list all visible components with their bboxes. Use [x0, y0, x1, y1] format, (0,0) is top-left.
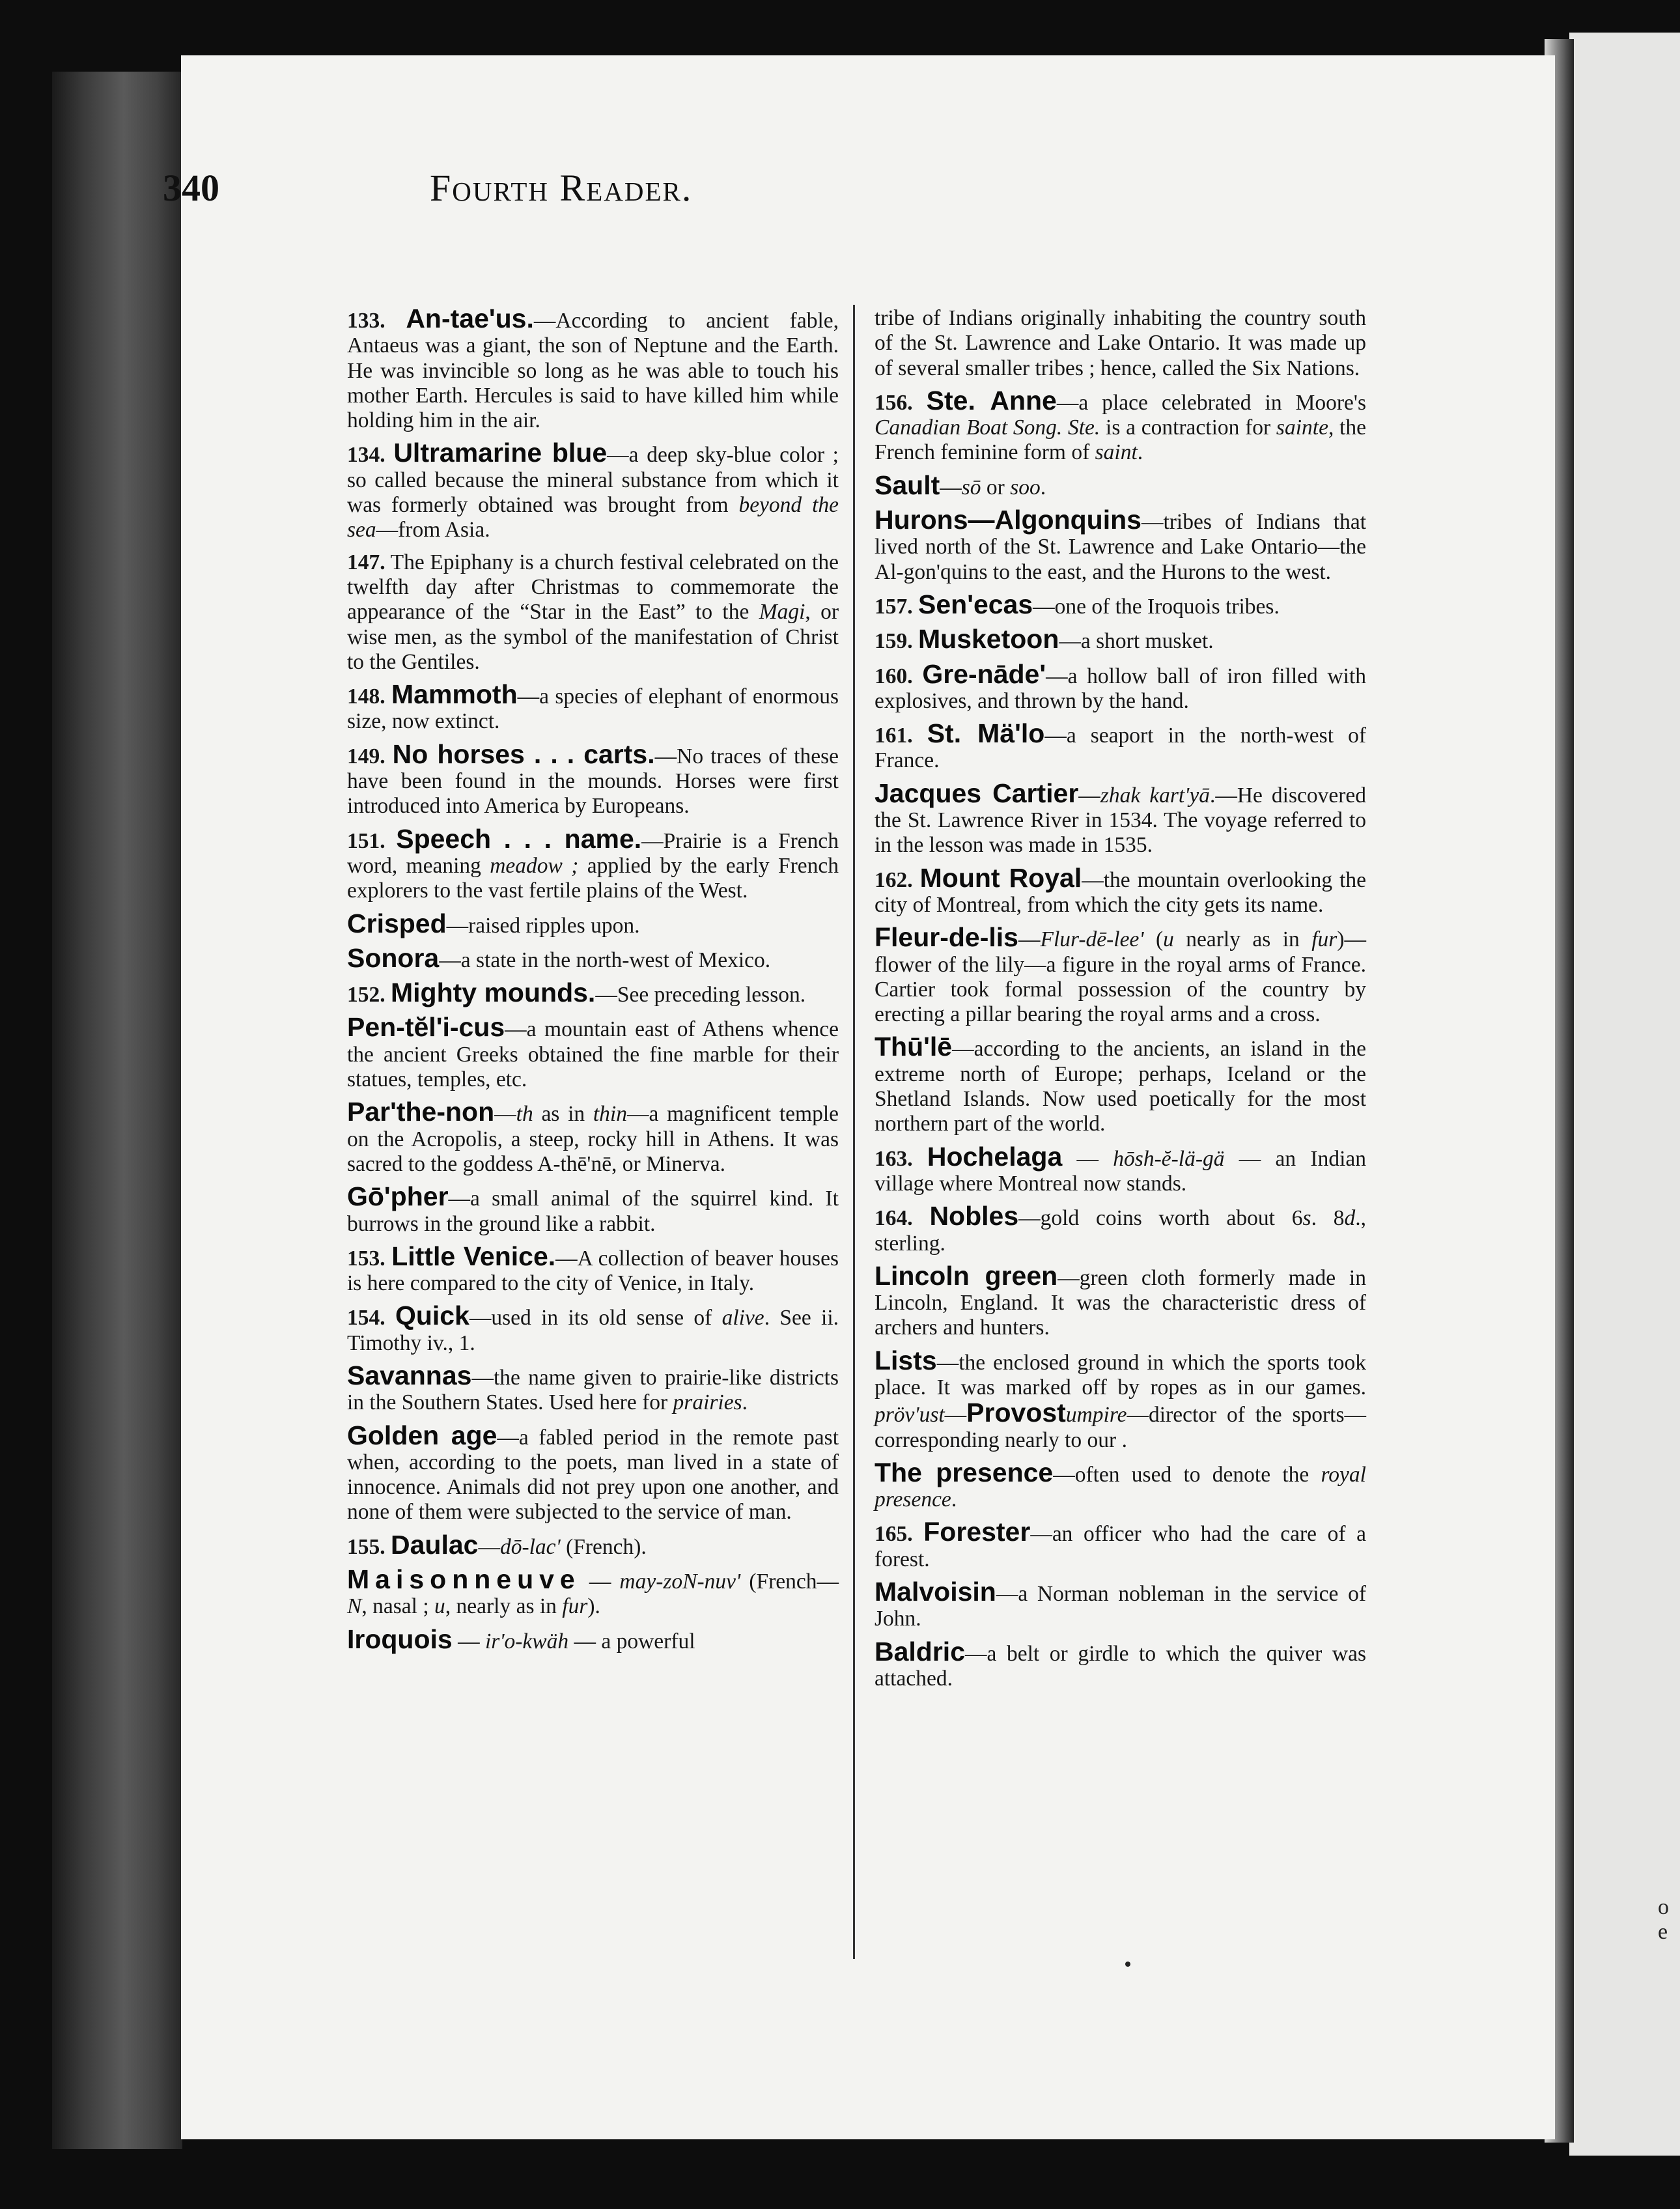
entry-headword: Golden age	[347, 1420, 497, 1450]
entry-italic: th	[516, 1102, 533, 1127]
entry-italic: N	[347, 1594, 362, 1619]
entry-number: 165.	[875, 1522, 913, 1547]
glossary-entry	[347, 739, 839, 819]
glossary-entry	[347, 823, 839, 904]
entry-text: — a powerful	[568, 1629, 695, 1653]
entry-text: . 8	[1311, 1206, 1345, 1231]
entry-text: —According to ancient fable, Antaeus was a giant, the son of Neptune and the Earth. He was invincible so long as he was able to touch his mother Earth. Hercules is said to have killed him while holding him in the air.	[347, 309, 839, 433]
entry-headword: An-tae'us.	[406, 303, 534, 333]
entry-headword: Sonora	[347, 942, 440, 973]
entry-text: —the mountain overlooking the city of Montreal, from which the city gets its name.	[875, 867, 1366, 917]
entry-text: —	[1018, 927, 1041, 952]
entry-text: —	[494, 1102, 516, 1127]
entry-text: —the name given to prairie-like districts in the Southern States. Used here for	[347, 1365, 839, 1415]
entry-headword: Hurons—Algonquins	[875, 505, 1141, 535]
entry-headword: Mighty mounds.	[391, 978, 596, 1008]
entry-text: —a mountain east of Athens whence the ancient Greeks obtained the fine marble for their statues, temples, etc.	[347, 1017, 839, 1092]
entry-text: applied by the early French explorers to the vast fertile plains of the West.	[347, 853, 839, 903]
entry-italic: u	[434, 1594, 445, 1619]
entry-headword: Speech . . . name.	[396, 823, 642, 854]
glossary-entry	[875, 1636, 1366, 1692]
glossary-entry	[347, 1099, 839, 1177]
entry-text: —according to the ancients, an island in the extreme north of Europe; perhaps, Iceland or the Shetland Islands. Now used poetically for the most northern part of the world.	[875, 1037, 1366, 1136]
entry-text: —the enclosed ground in which the sports took place. It was marked off by ropes as in our games.	[875, 1350, 1366, 1400]
entry-italic: sō	[961, 475, 981, 499]
entry-text: —from Asia.	[376, 518, 490, 542]
entry-headword: Sen'ecas	[918, 589, 1033, 619]
glossary-entry	[875, 626, 1366, 654]
entry-text: .	[951, 1487, 957, 1512]
running-head: Fourth Reader.	[430, 167, 693, 209]
entry-text: —green cloth formerly made in Lincoln, England. It was the characteristic dress of archers and hunters.	[875, 1265, 1366, 1340]
entry-text: , the French feminine form of	[875, 415, 1366, 465]
edge-fragment: o	[1658, 1895, 1669, 1919]
entry-headword: Mount Royal	[919, 862, 1082, 893]
entry-text: nearly as in	[1173, 927, 1312, 952]
entry-headword: No horses . . . carts.	[392, 739, 655, 769]
entry-text: (French).	[560, 1534, 647, 1559]
entry-text: (French—	[740, 1569, 839, 1594]
glossary-entry	[875, 470, 1366, 500]
entry-text: ).	[587, 1594, 600, 1619]
entry-headword: Thū'lē	[875, 1032, 953, 1062]
entry-text: is a contraction for	[1100, 415, 1276, 440]
entry-headword: Little Venice.	[391, 1241, 556, 1271]
entry-text: —gold coins worth about 6	[1018, 1206, 1303, 1231]
entry-italic: thin	[593, 1102, 627, 1127]
entry-text: —an officer who had the care of a forest.	[875, 1522, 1366, 1571]
entry-text: — an Indian village where Montreal now stands.	[875, 1146, 1367, 1196]
entry-text: —a species of elephant of enormous size, now extinct.	[347, 684, 839, 734]
entry-italic: may-zoN-nuv'	[619, 1569, 741, 1594]
entry-headword: Daulac	[391, 1529, 479, 1560]
book-spine-shadow	[52, 72, 182, 2149]
entry-text: .	[1137, 440, 1143, 465]
entry-text: .	[742, 1390, 748, 1415]
entry-italic: Flur-dē-lee'	[1040, 927, 1144, 952]
entry-headword: Sault	[875, 470, 940, 500]
entry-text: (	[1143, 927, 1164, 952]
glossary-entry	[875, 1519, 1366, 1572]
entry-text: —director of the sports—corresponding nearly to our	[875, 1403, 1366, 1452]
entry-text: —No traces of these have been found in the mounds. Horses were first introduced into America by Europeans.	[347, 744, 839, 819]
glossary-entry	[347, 1241, 839, 1297]
entry-number: 148.	[347, 684, 385, 709]
entry-italic: dō-lac'	[499, 1534, 561, 1559]
entry-text: —	[1062, 1146, 1113, 1171]
glossary-entry	[347, 1303, 839, 1356]
glossary-entry	[347, 1564, 839, 1620]
glossary-entry	[347, 303, 839, 433]
entry-number: 154.	[347, 1306, 385, 1330]
entry-number: 147.	[347, 550, 385, 574]
entry-text: .	[1040, 475, 1046, 499]
entry-headword: Ste. Anne	[926, 385, 1057, 415]
entry-text: —	[478, 1534, 500, 1559]
entry-number: 149.	[347, 744, 385, 768]
entry-text: —a magnificent temple on the Acropolis, a steep, rocky hill in Athens. It was sacred to the goddess A-thē'nē, or Minerva.	[347, 1102, 839, 1176]
entry-italic: zhak kart'yā	[1100, 783, 1210, 808]
entry-text: . See ii. Timothy iv., 1.	[347, 1306, 839, 1355]
entry-italic: soo	[1010, 475, 1041, 499]
entry-text: tribe of Indians originally inhabiting the country south of the St. Lawrence and Lake Ontario. It was made up of several smaller tribes ; hence, called the Six Nations.	[875, 306, 1366, 380]
entry-headword: Nobles	[929, 1201, 1019, 1231]
entry-italic: pröv'ust	[875, 1403, 945, 1428]
entry-headword: Maisonneuve	[347, 1564, 581, 1595]
entry-number: 164.	[875, 1206, 913, 1231]
entry-number: 156.	[875, 390, 913, 415]
glossary-entry	[875, 922, 1367, 1027]
glossary-entry	[875, 1579, 1366, 1632]
page-header	[163, 166, 1035, 225]
entry-headword: Gre-nāde'	[922, 658, 1046, 689]
entry-text: or	[981, 475, 1011, 499]
entry-headword: Mammoth	[391, 679, 518, 710]
entry-number: 134.	[347, 443, 385, 468]
entry-headword: The presence	[875, 1457, 1054, 1487]
glossary-entry	[875, 589, 1366, 619]
glossary-entry	[347, 942, 839, 973]
entry-text: , or wise men, as the symbol of the manifestation of Christ to the Gentiles.	[347, 600, 839, 674]
column-divider	[853, 305, 855, 1959]
glossary-entry	[875, 1141, 1367, 1197]
entry-headword: Jacques Cartier	[875, 778, 1079, 808]
entry-italic: ir'o-kwäh	[484, 1629, 569, 1653]
entry-text: —a deep sky-blue color ; so called because the mineral substance from which it was formerly obtained was brought from	[347, 443, 839, 518]
entry-italic: hōsh-ĕ-lä-gä	[1113, 1146, 1225, 1171]
entry-text: .	[1121, 1428, 1127, 1452]
glossary-entry	[347, 1624, 839, 1654]
entry-italic: Magi	[759, 600, 805, 625]
entry-italic: royal presence	[875, 1462, 1366, 1512]
entry-number: 133.	[347, 309, 385, 333]
entry-italic: saint	[1095, 440, 1138, 465]
glossary-entry	[347, 440, 839, 542]
entry-headword: Gō'pher	[347, 1181, 449, 1212]
entry-text: —used in its old sense of	[469, 1306, 722, 1330]
entry-text: —a belt or girdle to which the quiver was attached.	[875, 1641, 1366, 1691]
entry-text: —	[944, 1403, 967, 1428]
entry-headword: Fleur-de-lis	[875, 922, 1018, 953]
glossary-entry	[347, 980, 839, 1007]
entry-italic: umpire	[1065, 1403, 1127, 1428]
entry-text: —a seaport in the north-west of France.	[875, 724, 1366, 773]
glossary-entry	[875, 778, 1366, 858]
entry-italic: u	[1163, 927, 1174, 952]
entry-italic: Canadian Boat Song. Ste.	[875, 415, 1100, 440]
entry-number: 152.	[347, 983, 385, 1007]
glossary-entry	[875, 385, 1366, 466]
entry-text: ., sterling.	[875, 1206, 1367, 1256]
entry-headword: Pen-tĕl'i-cus	[347, 1012, 505, 1043]
entry-headword: Lists	[875, 1345, 937, 1375]
entry-headword: Ultramarine blue	[393, 438, 608, 468]
entry-number: 162.	[875, 867, 913, 892]
entry-text: —	[452, 1629, 485, 1653]
glossary-entry	[347, 1012, 839, 1092]
glossary-entry	[875, 718, 1366, 774]
entry-headword: Quick	[395, 1301, 469, 1331]
entry-text: —a state in the north-west of Mexico.	[439, 948, 771, 972]
glossary-column-left	[347, 303, 839, 1661]
glossary-entry	[347, 1360, 839, 1416]
glossary-entry	[875, 658, 1366, 714]
entry-text: as in	[533, 1102, 593, 1127]
glossary-entry	[875, 1034, 1366, 1136]
entry-text: )—flower of the lily—a figure in the royal arms of France. Cartier took formal possession of the country by erecting a pillar bearing the royal arms and a cross.	[875, 927, 1367, 1027]
entry-text: The Epiphany is a church festival celebrated on the twelfth day after Christmas to commemorate the appearance of the “Star in the East” to the	[347, 550, 839, 625]
glossary-entry	[347, 1181, 839, 1237]
entry-italic: fur	[1311, 927, 1337, 952]
entry-text: —See preceding lesson.	[595, 983, 806, 1007]
entry-text: —tribes of Indians that lived north of the St. Lawrence and Lake Ontario—the Al-gon'quins to the east, and the Hurons to the west.	[875, 510, 1366, 584]
entry-number: 151.	[347, 828, 385, 853]
entry-italic: beyond the sea	[347, 493, 839, 542]
entry-headword: Forester	[923, 1517, 1031, 1547]
entry-headword: Hochelaga	[927, 1141, 1063, 1172]
print-speck	[1125, 1962, 1130, 1967]
entry-headword: Malvoisin	[875, 1577, 996, 1607]
glossary-entry	[347, 679, 839, 735]
entry-number: 159.	[875, 629, 913, 654]
entry-italic: alive	[721, 1306, 764, 1330]
entry-text: —one of the Iroquois tribes.	[1033, 594, 1280, 619]
entry-number: 157.	[875, 594, 913, 619]
entry-text: —	[1078, 783, 1100, 808]
entry-text: —a hollow ball of iron filled with explosives, and thrown by the hand.	[875, 664, 1366, 713]
entry-headword: Iroquois	[347, 1624, 453, 1654]
entry-number: 163.	[875, 1146, 913, 1171]
glossary-entry	[875, 862, 1366, 918]
entry-headword: Savannas	[347, 1360, 472, 1390]
glossary-entry	[347, 550, 839, 675]
entry-text: —a fabled period in the remote past when, according to the poets, man lived in a state of innocence. Animals did not prey upon one another, and none of them were subjected to the service of man.	[347, 1425, 839, 1525]
glossary-entry	[875, 1345, 1366, 1453]
glossary-entry	[875, 1457, 1366, 1513]
glossary-entry	[347, 908, 839, 938]
entry-headword: Baldric	[875, 1636, 965, 1667]
edge-fragment: e	[1658, 1920, 1668, 1944]
page-number: 340	[163, 167, 219, 209]
adjacent-page	[1569, 33, 1680, 2156]
entry-text: —A collection of beaver houses is here compared to the city of Venice, in Italy.	[347, 1246, 839, 1296]
entry-number: 161.	[875, 724, 913, 748]
glossary-entry	[347, 1529, 839, 1560]
entry-italic: d	[1344, 1206, 1356, 1231]
entry-text: , nearly as in	[445, 1594, 563, 1619]
entry-text: —a Norman nobleman in the service of John.	[875, 1582, 1366, 1631]
entry-text: —a small animal of the squirrel kind. It burrows in the ground like a rabbit.	[347, 1187, 839, 1236]
entry-number: 153.	[347, 1246, 385, 1271]
entry-number: 160.	[875, 664, 913, 688]
entry-headword: Crisped	[347, 908, 447, 938]
entry-text: —	[580, 1569, 620, 1594]
entry-text: —raised ripples upon.	[446, 913, 640, 938]
entry-text: .—He discovered the St. Lawrence River in 1534. The voyage referred to in the lesson was made in 1535.	[875, 783, 1366, 858]
glossary-entry	[875, 1260, 1366, 1341]
glossary-column-right	[875, 306, 1366, 1698]
glossary-entry	[347, 1420, 839, 1525]
entry-italic: sainte	[1276, 415, 1328, 440]
entry-text: —	[940, 475, 962, 499]
glossary-entry	[875, 507, 1366, 585]
entry-italic: prairies	[673, 1390, 742, 1415]
entry-italic: s	[1302, 1206, 1311, 1231]
entry-italic: fur	[562, 1594, 588, 1619]
entry-text: —a short musket.	[1059, 629, 1214, 654]
entry-number: 155.	[347, 1534, 385, 1559]
entry-text: —Prairie is a French word, meaning	[347, 828, 839, 878]
glossary-entry	[875, 306, 1366, 381]
entry-text: —a place celebrated in Moore's	[1056, 390, 1366, 415]
entry-headword: St. Mä'lo	[927, 718, 1045, 749]
entry-headword: Par'the-non	[347, 1097, 495, 1127]
entry-text: —often used to denote the	[1053, 1462, 1321, 1487]
entry-headword: Lincoln green	[875, 1260, 1058, 1291]
glossary-entry	[875, 1203, 1366, 1256]
entry-headword: Provost	[966, 1398, 1066, 1428]
entry-headword: Musketoon	[918, 624, 1059, 654]
entry-text: , nasal ;	[361, 1594, 434, 1619]
entry-italic: meadow ;	[490, 853, 579, 878]
